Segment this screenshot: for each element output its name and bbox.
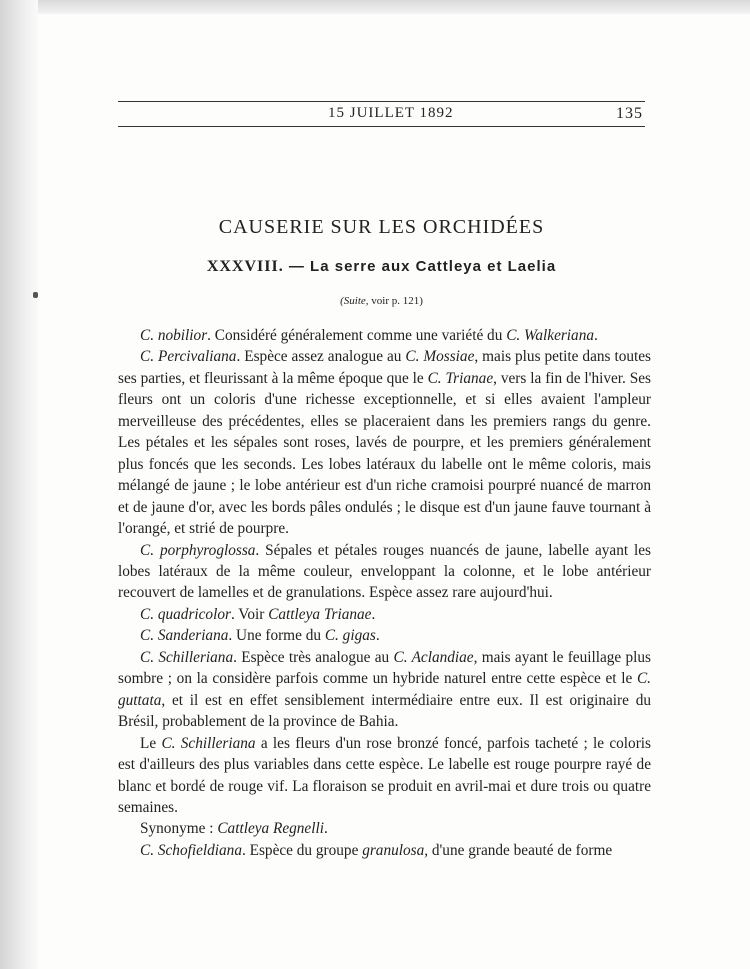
text-run: . bbox=[371, 605, 376, 623]
text-run: . bbox=[375, 627, 380, 645]
italic-run: C. Walkeriana bbox=[506, 327, 595, 344]
italic-run: C. guttata bbox=[118, 670, 651, 709]
italic-run: C. Trianae bbox=[427, 369, 494, 387]
header-rule-bottom bbox=[118, 126, 645, 127]
italic-run: C. Schofieldiana bbox=[140, 841, 242, 859]
text-run: , et il est en effet sensiblement intermédiaire entre eux. Il est originaire du Brésil, probablement de la province de Bahia. bbox=[118, 691, 651, 731]
scan-edge-left bbox=[0, 0, 38, 969]
scan-edge-top bbox=[0, 0, 750, 14]
section-heading: — La serre aux Cattleya et Laelia bbox=[288, 258, 557, 275]
text-run: . Espèce du groupe bbox=[241, 841, 363, 859]
italic-run: C. gigas bbox=[324, 627, 376, 645]
italic-run: C. Percivaliana bbox=[140, 348, 237, 366]
italic-run: C. Aclandiae, bbox=[393, 648, 478, 666]
paragraph-schilleriana bbox=[118, 647, 651, 733]
text-run: a les fleurs d'un rose bronzé foncé, parfois tacheté ; le coloris est d'ailleurs des plus variables dans cette espèce. Le labelle est rouge pourpre rayé de blanc et bordé de rouge vif. La floraison se produit en avril-mai et dure trois ou quatre semaines. bbox=[118, 734, 651, 816]
text-run: . bbox=[323, 820, 328, 838]
italic-run: Cattleya Trianae bbox=[268, 605, 372, 623]
italic-run: C. Sanderiana bbox=[140, 627, 229, 645]
running-date: 15 JUILLET 1892 bbox=[328, 105, 454, 121]
paragraph-porphyroglossa bbox=[118, 540, 651, 604]
text-run: . Espèce assez analogue au bbox=[236, 348, 406, 366]
text-run: . Une forme du bbox=[228, 627, 325, 645]
italic-run: granulosa, bbox=[362, 841, 429, 859]
italic-run: C. nobilior bbox=[140, 327, 208, 344]
italic-run: Cattleya Regnelli bbox=[217, 820, 324, 838]
page-number: 135 bbox=[616, 105, 643, 122]
article-title: CAUSERIE SUR LES ORCHIDÉES bbox=[218, 216, 545, 238]
text-run: d'une grande beauté de forme bbox=[428, 841, 613, 859]
paragraph-schilleriana-colour bbox=[118, 733, 651, 819]
paragraph-nobilior bbox=[118, 325, 651, 346]
text-run: Le bbox=[140, 734, 162, 752]
body-text bbox=[118, 325, 651, 861]
italic-run: C. quadricolor bbox=[140, 605, 231, 623]
text-run: . Considéré généralement comme une variété du bbox=[207, 327, 507, 344]
text-run: Synonyme : bbox=[140, 820, 218, 838]
paragraph-percivaliana bbox=[118, 346, 651, 539]
text-run: mais ayant le feuillage plus sombre ; on la considère parfois comme un hybride naturel entre cette espèce et le bbox=[118, 648, 652, 688]
text-run: . Sépales et pétales rouges nuancés de jaune, labelle ayant les lobes latéraux de la même couleur, enveloppant la colonne, et le lobe antérieur recouvert de lamelles et de granulations. Espèce assez rare aujourd'hui. bbox=[118, 541, 651, 602]
paragraph-sanderiana bbox=[118, 625, 651, 646]
text-run: , vers la fin de l'hiver. Ses fleurs ont un coloris d'une richesse exceptionnelle, et si elles avaient l'ampleur merveilleuse des précédentes, elles se placeraient dans les premiers rangs du genre. Les pétales et les sépales sont roses, lavés de pourpre, et les premiers généralement plus foncés que les seconds. Les lobes latéraux du labelle ont le même coloris, mais mélangé de jaune ; le lobe antérieur est d'un riche cramoisi pourpré nuancé de marron et de jaune d'or, avec les bords pâles ondulés ; le disque est d'un jaune fauve tournant à l'orangé, et strié de pourpre. bbox=[118, 369, 652, 538]
italic-run: C. Mossiae bbox=[405, 348, 475, 366]
section-title bbox=[118, 258, 645, 276]
binding-mark bbox=[33, 292, 38, 298]
paragraph-quadricolor bbox=[118, 604, 651, 625]
continuation-ref: voir p. 121) bbox=[371, 295, 423, 307]
text-run: . Voir bbox=[230, 605, 269, 623]
italic-run: C. porphyroglossa bbox=[140, 541, 256, 559]
section-numeral: XXXVIII. bbox=[206, 258, 284, 275]
continuation-suite: (Suite, bbox=[340, 295, 369, 307]
continuation-note bbox=[118, 295, 645, 307]
paragraph-schofieldiana bbox=[118, 840, 651, 861]
italic-run: C. Schilleriana bbox=[140, 648, 234, 666]
paragraph-synonyme bbox=[118, 818, 651, 839]
text-run: . Espèce très analogue au bbox=[233, 648, 394, 666]
text-run: . bbox=[594, 327, 598, 344]
header-rule-top bbox=[118, 101, 645, 102]
italic-run: C. Schilleriana bbox=[161, 734, 256, 752]
running-head bbox=[118, 105, 645, 125]
text-run: , mais plus petite dans toutes ses parties, et fleurissant à la même époque que le bbox=[118, 348, 651, 387]
